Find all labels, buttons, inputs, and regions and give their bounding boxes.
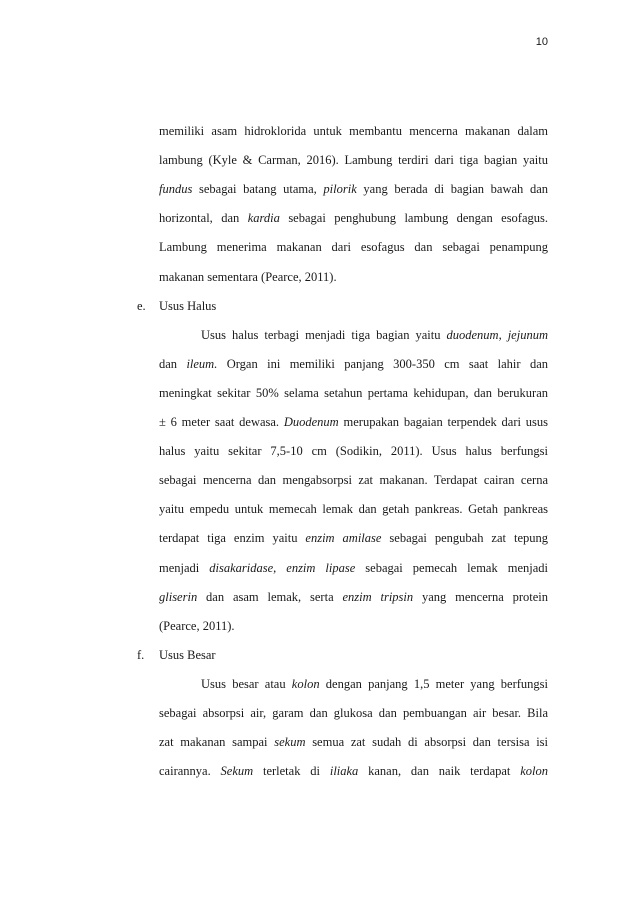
italic-term: enzim amilase <box>305 531 382 545</box>
text-segment: ± 6 meter saat dewasa. <box>159 415 284 429</box>
text-line <box>159 385 548 402</box>
italic-term: disakaridase, enzim lipase <box>209 561 356 575</box>
text-line <box>159 356 548 373</box>
text-segment: menjadi <box>159 561 210 575</box>
italic-term: pilorik <box>323 182 357 196</box>
italic-term: kolon <box>520 764 549 778</box>
italic-term: duodenum, jejunum <box>446 328 548 342</box>
text-line <box>159 734 548 751</box>
italic-term: fundus <box>159 182 193 196</box>
text-segment: terdapat tiga enzim yaitu <box>159 531 306 545</box>
text-segment: horizontal, dan <box>159 211 248 225</box>
text-segment: sebagai pemecah lemak menjadi <box>355 561 548 575</box>
text-line <box>159 705 548 722</box>
text-line <box>159 239 548 256</box>
section-heading: Usus Halus <box>159 299 217 313</box>
text-segment: merupakan bagaian terpendek dari usus <box>338 415 548 429</box>
italic-term: gliserin <box>159 590 198 604</box>
text-segment: sebagai batang utama, <box>192 182 324 196</box>
text-line <box>159 414 548 431</box>
text-line <box>159 589 548 606</box>
text-segment: sebagai mencerna dan mengabsorpsi zat makanan. Terdapat cairan cerna <box>159 473 548 487</box>
list-marker: f. <box>137 648 145 662</box>
italic-term: kardia <box>247 211 280 225</box>
text-line <box>201 676 548 693</box>
text-segment: terletak di <box>253 764 330 778</box>
text-line <box>159 269 548 286</box>
text-segment: (Pearce, 2011). <box>159 619 235 633</box>
text-line <box>159 472 548 489</box>
text-segment: Usus besar atau <box>201 677 292 691</box>
italic-term: enzim tripsin <box>342 590 414 604</box>
text-line <box>159 123 548 140</box>
text-line <box>159 501 548 518</box>
text-segment: memiliki asam hidroklorida untuk membantu mencerna makanan dalam <box>159 124 548 138</box>
text-segment: Organ ini memiliki panjang 300-350 cm saat lahir dan <box>217 357 548 371</box>
italic-term: Sekum <box>220 764 254 778</box>
text-line <box>159 210 548 227</box>
text-segment: dan asam lemak, serta <box>197 590 343 604</box>
text-segment: yaitu empedu untuk memecah lemak dan getah pankreas. Getah pankreas <box>159 502 548 516</box>
text-segment: yang mencerna protein <box>413 590 549 604</box>
text-segment: semua zat sudah di absorpsi dan tersisa isi <box>305 735 549 749</box>
italic-term: iliaka <box>329 764 359 778</box>
text-segment: kanan, dan naik terdapat <box>358 764 521 778</box>
text-line <box>159 181 548 198</box>
text-segment: sebagai absorpsi air, garam dan glukosa dan pembuangan air besar. Bila <box>159 706 548 720</box>
italic-term: ileum. <box>186 357 218 371</box>
text-line <box>159 560 548 577</box>
text-segment: makanan sementara (Pearce, 2011). <box>159 270 337 284</box>
text-segment: Lambung menerima makanan dari esofagus dan sebagai penampung <box>159 240 548 254</box>
text-segment: sebagai penghubung lambung dengan esofagus. <box>279 211 549 225</box>
text-segment: lambung (Kyle & Carman, 2016). Lambung terdiri dari tiga bagian yaitu <box>159 153 548 167</box>
text-segment: dan <box>159 357 187 371</box>
text-segment: Usus halus terbagi menjadi tiga bagian yaitu <box>201 328 447 342</box>
italic-term: kolon <box>291 677 320 691</box>
text-segment: sebagai pengubah zat tepung <box>381 531 548 545</box>
text-line <box>159 530 548 547</box>
text-segment: yang berada di bagian bawah dan <box>356 182 548 196</box>
list-marker: e. <box>137 299 146 313</box>
text-line <box>201 327 548 344</box>
text-segment: dengan panjang 1,5 meter yang berfungsi <box>319 677 548 691</box>
text-segment: meningkat sekitar 50% selama setahun pertama kehidupan, dan berukuran <box>159 386 548 400</box>
section-heading: Usus Besar <box>159 648 216 662</box>
text-segment: cairannya. <box>159 764 221 778</box>
text-line <box>159 618 548 635</box>
text-line <box>159 443 548 460</box>
text-segment: halus yaitu sekitar 7,5-10 cm (Sodikin, 2011). Usus halus berfungsi <box>159 444 548 458</box>
italic-term: sekum <box>274 735 306 749</box>
text-segment: zat makanan sampai <box>159 735 275 749</box>
text-line <box>159 152 548 169</box>
text-line <box>159 763 548 780</box>
page-number: 10 <box>535 36 548 48</box>
italic-term: Duodenum <box>283 415 339 429</box>
